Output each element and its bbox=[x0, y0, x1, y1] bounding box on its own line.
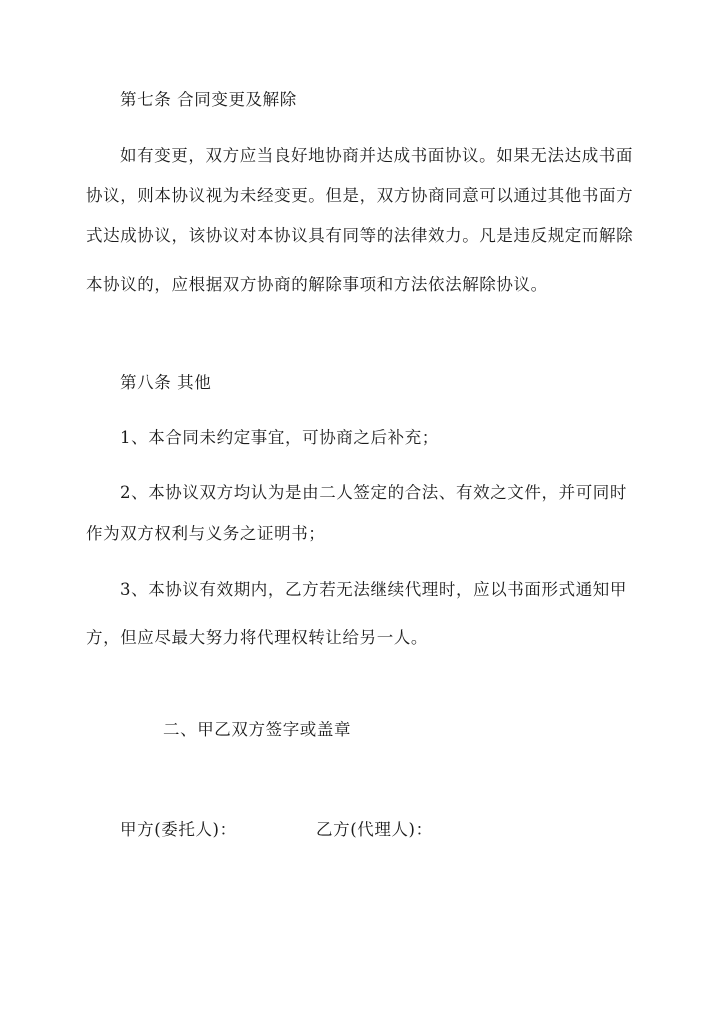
article7-line-2: 协议，则本协议视为未经变更。但是，双方协商同意可以通过其他书面方 bbox=[86, 186, 634, 205]
party-a-label: 甲方(委托人)： bbox=[120, 820, 237, 839]
article8-item3-line-2: 方，但应尽最大努力将代理权转让给另一人。 bbox=[86, 628, 428, 647]
party-b-label: 乙方(代理人)： bbox=[316, 820, 433, 839]
article7-heading: 第七条 合同变更及解除 bbox=[120, 90, 297, 109]
article7-line-1: 如有变更，双方应当良好地协商并达成书面协议。如果无法达成书面 bbox=[120, 146, 633, 165]
article8-item1: 1、本合同未约定事宜，可协商之后补充； bbox=[120, 428, 439, 447]
article7-line-3: 式达成协议，该协议对本协议具有同等的法律效力。凡是违反规定而解除 bbox=[86, 226, 634, 245]
article8-item2-line-2: 作为双方权利与义务之证明书； bbox=[86, 524, 326, 543]
article8-item3-line-1: 3、本协议有效期内，乙方若无法继续代理时，应以书面形式通知甲 bbox=[120, 580, 627, 599]
article7-line-4: 本协议的，应根据双方协商的解除事项和方法依法解除协议。 bbox=[86, 275, 548, 294]
signature-heading: 二、甲乙双方签字或盖章 bbox=[163, 720, 352, 739]
article8-item2-line-1: 2、本协议双方均认为是由二人签定的合法、有效之文件，并可同时 bbox=[120, 483, 627, 502]
article8-heading: 第八条 其他 bbox=[120, 373, 212, 392]
